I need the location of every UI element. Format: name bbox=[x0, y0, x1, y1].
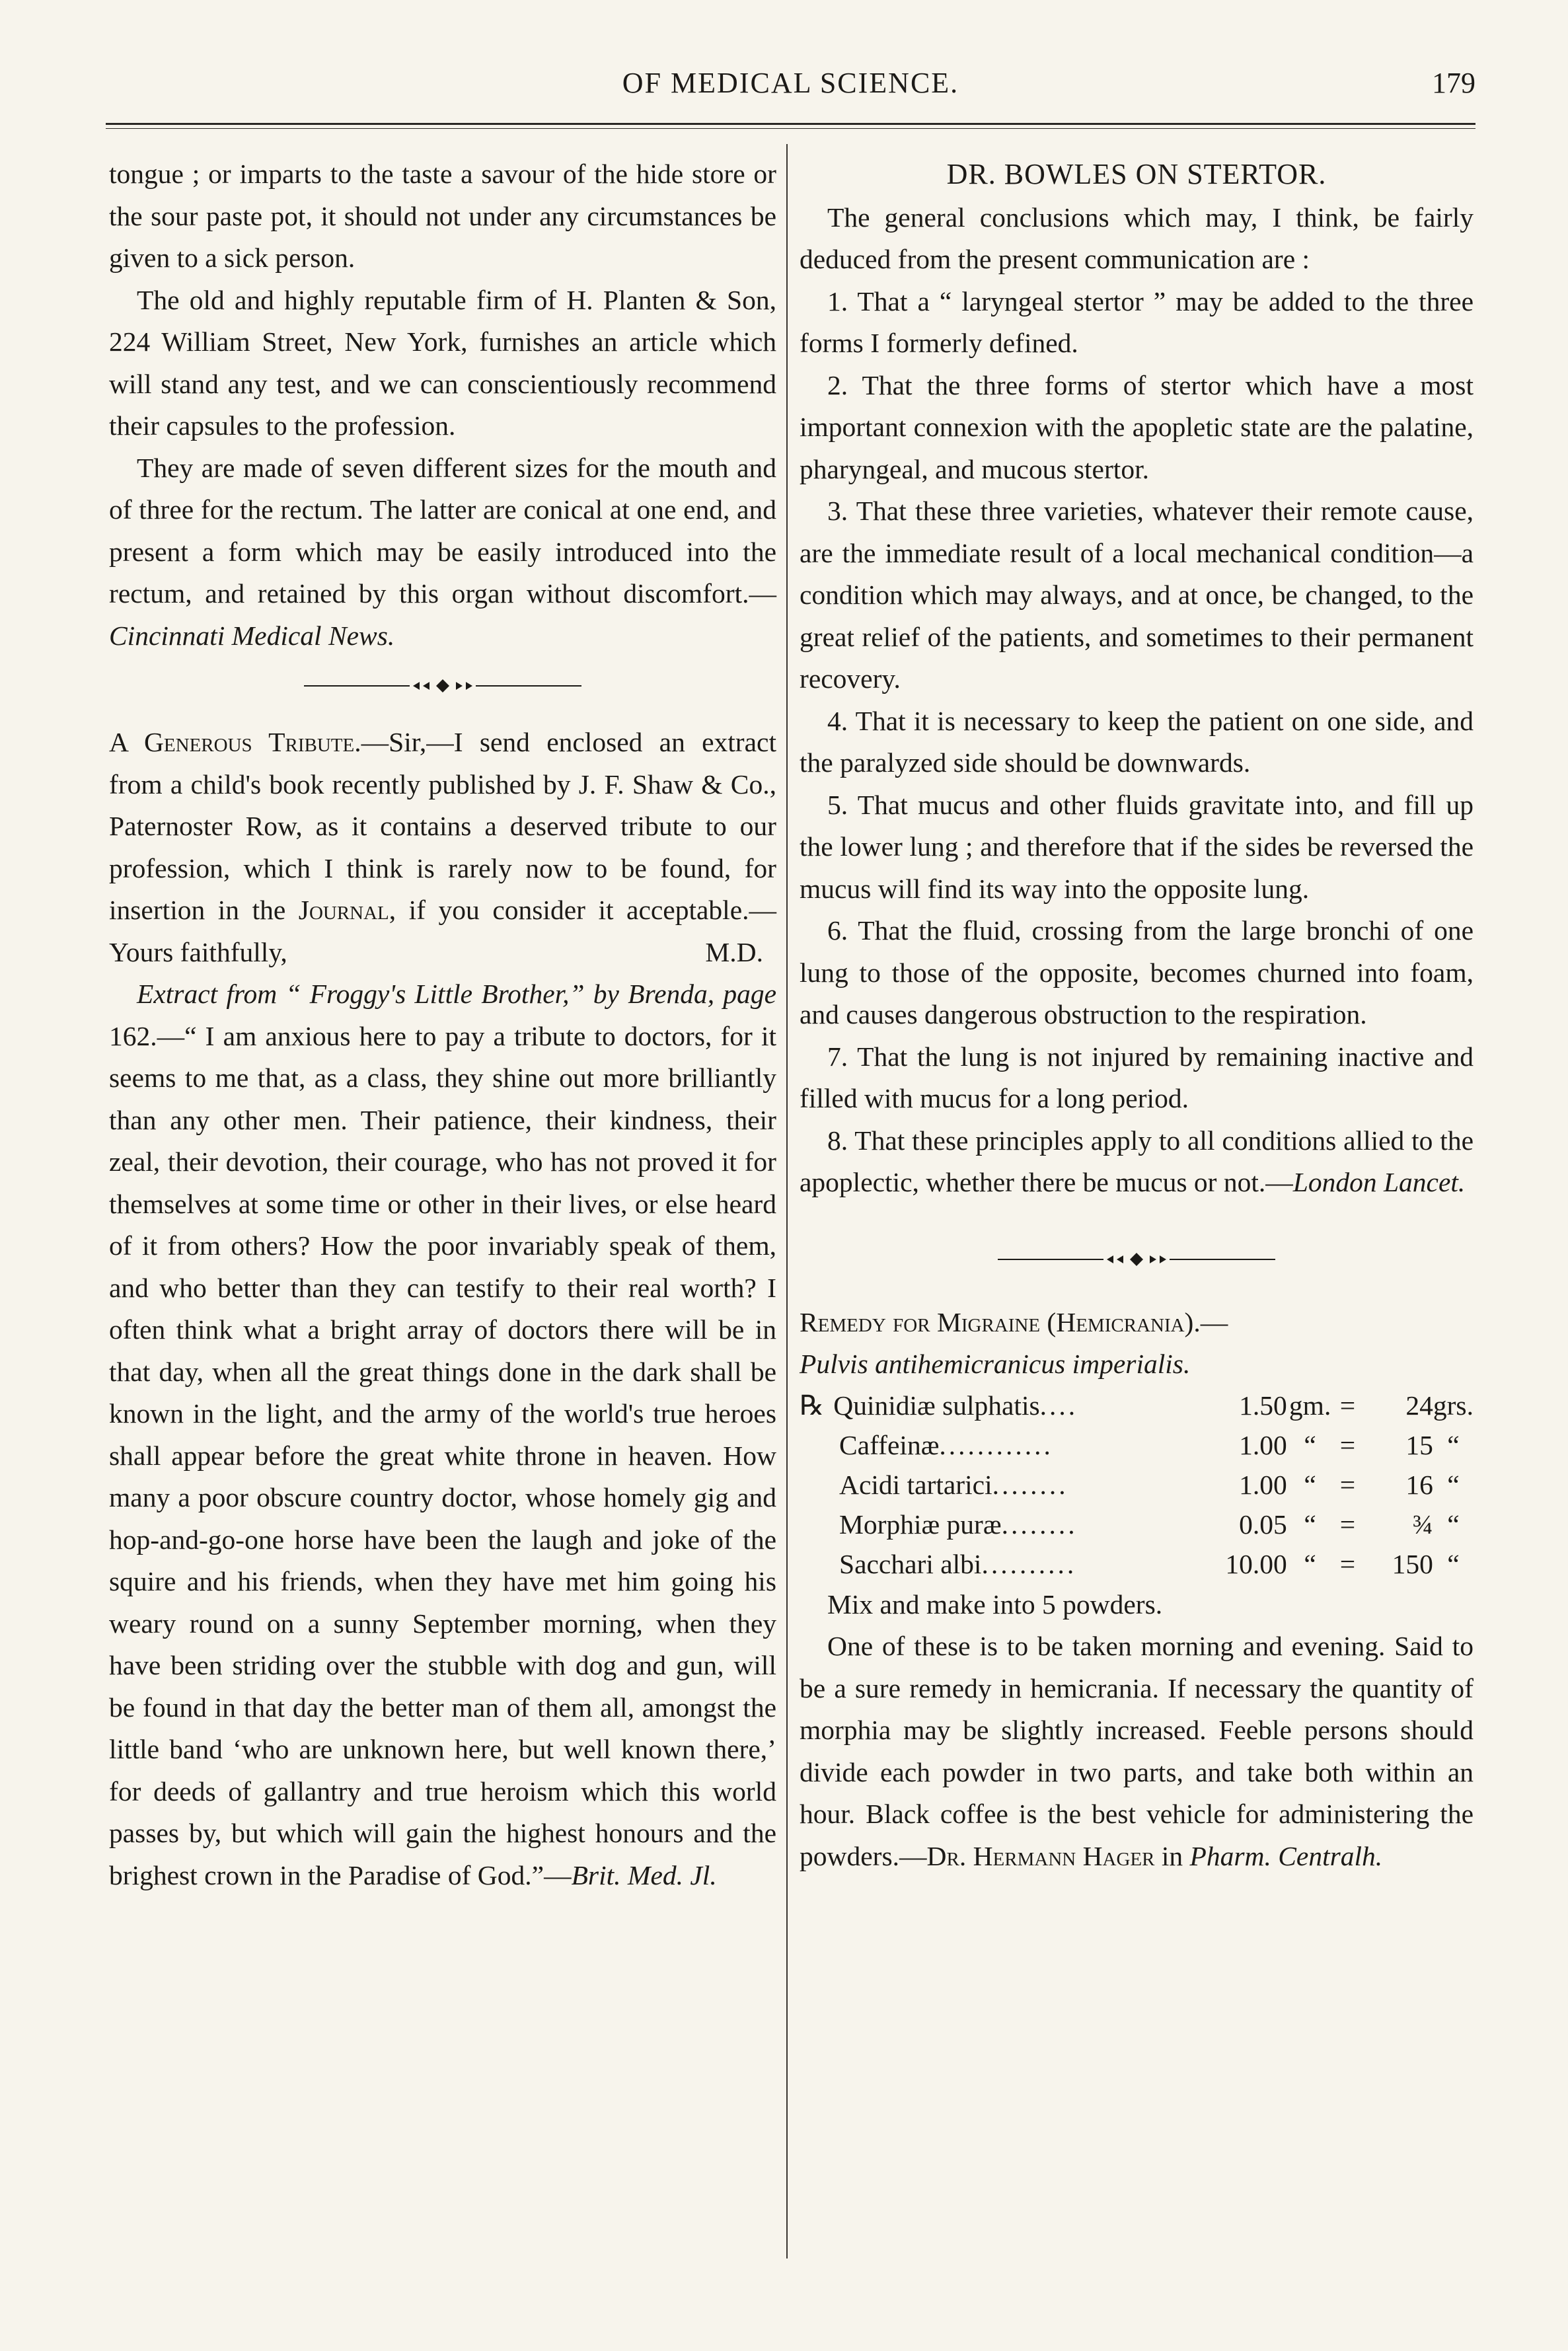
remedy-text bbox=[800, 1625, 1474, 1877]
tribute-signature: M.D. bbox=[705, 936, 763, 967]
tribute-heading: A Generous Tribute. bbox=[109, 727, 361, 757]
remedy-heading bbox=[800, 1302, 1474, 1344]
prescription-name bbox=[800, 1465, 1203, 1505]
prescription-row bbox=[800, 1505, 1474, 1544]
prescription-leader: .......... bbox=[981, 1548, 1077, 1579]
prescription-drug: Caffeinæ bbox=[839, 1429, 940, 1460]
prescription-amount: 0.05 bbox=[1239, 1509, 1287, 1540]
prescription-equals: = bbox=[1339, 1548, 1356, 1579]
prescription-name bbox=[800, 1544, 1203, 1584]
prescription-equals: = bbox=[1339, 1390, 1356, 1421]
prescription-grain-unit: grs. bbox=[1433, 1390, 1474, 1421]
prescription-drug: Sacchari albi bbox=[839, 1548, 982, 1579]
rx-symbol: ℞ bbox=[800, 1390, 825, 1421]
right-column bbox=[800, 153, 1474, 1877]
source-london-lancet: London Lancet. bbox=[1292, 1167, 1466, 1197]
paragraph-planten: The old and highly reputable firm of H. Planten & Son, 224 William Street, New York, furnishes an article which will stand any test, and we can conscientiously recommend their capsules to the profession. bbox=[109, 284, 776, 441]
stertor-item-7: 7. That the lung is not injured by remaining inactive and filled with mucus for a long period. bbox=[800, 1041, 1474, 1113]
prescription-leader: ............ bbox=[939, 1429, 1053, 1460]
source-pharm-centralh: Pharm. Centralh. bbox=[1189, 1840, 1383, 1871]
prescription-amount: 1.50 bbox=[1239, 1390, 1287, 1421]
stertor-item-8-text: 8. That these principles apply to all conditions allied to the apoplectic, whether there be mucus or not.— bbox=[800, 1125, 1474, 1197]
prescription-grain-unit: “ bbox=[1447, 1509, 1460, 1540]
prescription-grain-unit: “ bbox=[1447, 1469, 1460, 1500]
prescription-name bbox=[800, 1425, 1203, 1465]
remedy-subtitle: Pulvis antihemicranicus imperialis. bbox=[800, 1349, 1191, 1379]
prescription-amount: 10.00 bbox=[1225, 1548, 1287, 1579]
remedy-heading-text: Remedy for Migraine (Hemicrania).— bbox=[800, 1306, 1228, 1337]
prescription-row bbox=[800, 1465, 1474, 1505]
prescription-amount: 1.00 bbox=[1239, 1429, 1287, 1460]
source-cincinnati: Cincinnati Medical News. bbox=[109, 620, 395, 651]
paragraph-capsules-end: tongue ; or imparts to the taste a savour of the hide store or the sour paste pot, it should not under any circumstances be given to a sick person. bbox=[109, 159, 776, 273]
prescription-grains: ¾ bbox=[1412, 1509, 1433, 1540]
prescription-drug: Acidi tartarici bbox=[839, 1469, 992, 1500]
paragraph-sizes-text: They are made of seven different sizes for the mouth and of three for the rectum. The latter are conical at one end, and present a form which may be easily introduced into the rectum, and retained by this organ without discomfort.— bbox=[109, 452, 776, 609]
prescription-name bbox=[800, 1505, 1203, 1544]
stertor-item-6: 6. That the fluid, crossing from the large bronchi of one lung to those of the opposite, becomes churned into foam, and causes dangerous obstruction to the respiration. bbox=[800, 915, 1474, 1029]
section-ornament-icon bbox=[304, 677, 581, 695]
stertor-intro: The general conclusions which may, I think, be fairly deduced from the present communication are : bbox=[800, 202, 1474, 274]
remedy-text-body: One of these is to be taken morning and evening. Said to be a sure remedy in hemicrania. If necessary the quantity of morphia may be slightly increased. Feeble persons should divide each powder in two parts, and take both within an hour. Black coffee is the best vehicle for administering the powders.— bbox=[800, 1631, 1474, 1871]
paragraph-sizes bbox=[109, 447, 776, 657]
prescription-unit: “ bbox=[1304, 1548, 1316, 1579]
prescription-grains: 15 bbox=[1405, 1429, 1433, 1460]
stertor-item-5: 5. That mucus and other fluids gravitate into, and fill up the lower lung ; and therefore that if the sides be reversed the mucus will find its way into the opposite lung. bbox=[800, 789, 1474, 904]
prescription-drug: Morphiæ puræ bbox=[839, 1509, 1002, 1540]
prescription-equals: = bbox=[1339, 1469, 1356, 1500]
prescription-unit: “ bbox=[1304, 1509, 1316, 1540]
stertor-item-2: 2. That the three forms of stertor which have a most important connexion with the apopletic state are the palatine, pharyngeal, and mucous stertor. bbox=[800, 369, 1474, 484]
stertor-item-1: 1. That a “ laryngeal stertor ” may be added to the three forms I formerly defined. bbox=[800, 285, 1474, 358]
prescription-grains: 16 bbox=[1405, 1469, 1433, 1500]
prescription-row bbox=[800, 1544, 1474, 1584]
remedy-in: in bbox=[1154, 1840, 1190, 1871]
remedy-author: Dr. Hermann Hager bbox=[926, 1840, 1155, 1871]
prescription-equals: = bbox=[1339, 1429, 1356, 1460]
tribute-text-2: , if you consider it acceptable.—Yours faithfully, bbox=[109, 895, 776, 967]
extract-intro: Extract from “ Froggy's Little Brother,” by Brenda, page bbox=[137, 979, 776, 1009]
prescription-table bbox=[800, 1386, 1474, 1584]
prescription-unit: gm. bbox=[1288, 1390, 1331, 1421]
prescription-grain-unit: “ bbox=[1447, 1429, 1460, 1460]
prescription-name bbox=[800, 1386, 1203, 1425]
extract-page: 162. bbox=[109, 1020, 157, 1051]
prescription-grains: 24 bbox=[1405, 1390, 1433, 1421]
running-head bbox=[106, 66, 1475, 112]
prescription-leader: .... bbox=[1039, 1390, 1078, 1421]
section-ornament-icon bbox=[998, 1250, 1275, 1269]
stertor-item-3: 3. That these three varieties, whatever their remote cause, are the immediate result of a local mechanical condition—a condition which may always, and at once, be changed, to the great relief of the patients, and sometimes to their permanent recovery. bbox=[800, 496, 1474, 694]
prescription-drug: Quinidiæ sulphatis bbox=[833, 1390, 1040, 1421]
stertor-heading: DR. BOWLES ON STERTOR. bbox=[946, 158, 1327, 190]
prescription-unit: “ bbox=[1304, 1429, 1316, 1460]
prescription-unit: “ bbox=[1304, 1469, 1316, 1500]
tribute-journal: Journal bbox=[298, 895, 389, 925]
prescription-leader: ........ bbox=[1001, 1509, 1078, 1540]
extract-text: —“ I am anxious here to pay a tribute to doctors, for it seems to me that, as a class, they shine out more brilliantly than any other men. Their patience, their kindness, their zeal, their devotion, their courage, who has not proved it for themselves at some time or other in their lives, or else heard of it from others? How the poor invariably speak of them, and who better than they can testify to their real worth? I often think what a bright array of doctors there will be in that day, when all the great things done in the dark shall be known in the light, and the army of the world's true heroes shall appear before the great white throne in heaven. How many a poor obscure country doctor, whose homely gig and hop-and-go-one horse have been the laugh and joke of the squire and his friends, when they have met him going his weary round on a sunny September morning, when they have been striding over the stubble with dog and gun, will be found in that day the better man of them all, amongst the little band ‘who are unknown here, but well known there,’ for deeds of gallantry and true heroism which this world passes by, but which will gain the highest honours and the brighest crown in the Paradise of God.”— bbox=[109, 1020, 776, 1890]
stertor-item-4: 4. That it is necessary to keep the patient on one side, and the paralyzed side should be downwards. bbox=[800, 705, 1474, 778]
prescription-grains: 150 bbox=[1392, 1548, 1433, 1579]
page-number: 179 bbox=[1432, 67, 1475, 99]
page-header-title: OF MEDICAL SCIENCE. bbox=[622, 67, 959, 99]
left-column bbox=[109, 153, 776, 1896]
paragraph-tribute bbox=[109, 722, 776, 973]
prescription-equals: = bbox=[1339, 1509, 1356, 1540]
source-brit-med: Brit. Med. Jl. bbox=[571, 1859, 717, 1890]
column-divider bbox=[786, 144, 788, 2258]
remedy-mix-line: Mix and make into 5 powders. bbox=[827, 1588, 1163, 1620]
tribute-text: —Sir,—I send enclosed an extract from a child's book recently published by J. F. Shaw & Co., Paternoster Row, as it contains a deserved tribute to our profession, which I think is rarely now to be found, for insertion in the bbox=[109, 727, 776, 925]
prescription-leader: ........ bbox=[992, 1469, 1068, 1500]
stertor-item-8 bbox=[800, 1120, 1474, 1204]
prescription-amount: 1.00 bbox=[1239, 1469, 1287, 1500]
paragraph-extract bbox=[109, 973, 776, 1896]
prescription-row bbox=[800, 1425, 1474, 1465]
header-rule bbox=[106, 123, 1475, 129]
prescription-grain-unit: “ bbox=[1447, 1548, 1460, 1579]
prescription-row bbox=[800, 1386, 1474, 1425]
